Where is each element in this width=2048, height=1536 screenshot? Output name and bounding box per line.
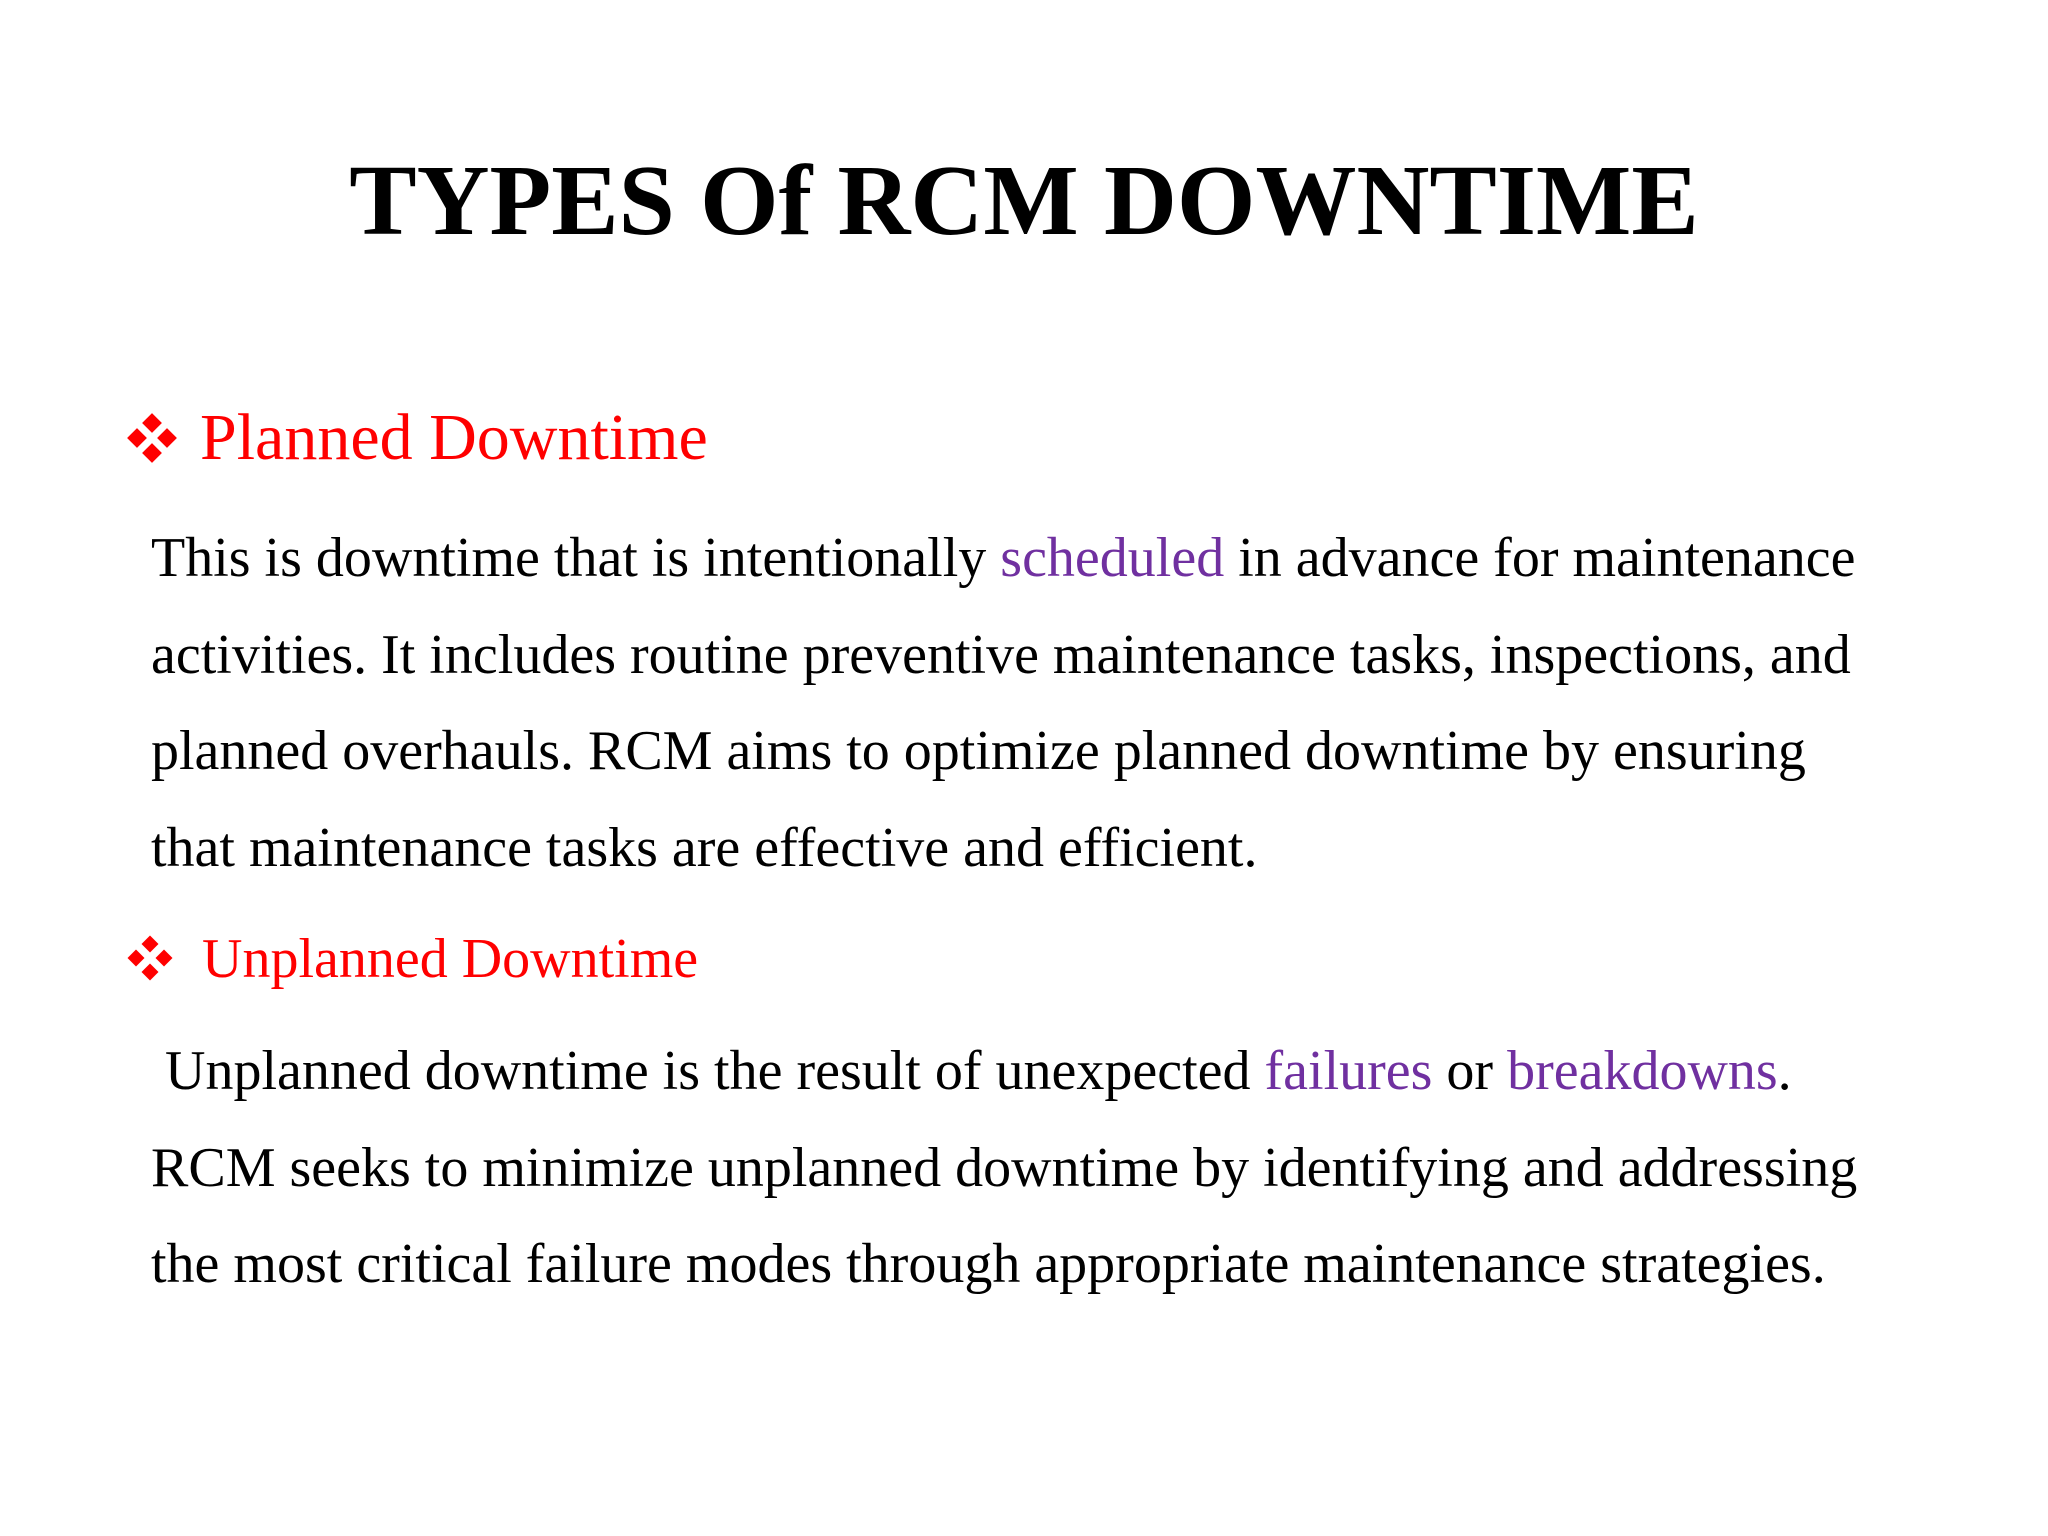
body-line: activities. It includes routine preventive maintenance tasks, inspections, and — [151, 623, 1851, 686]
body-line: the most critical failure modes through appropriate maintenance strategies. — [151, 1233, 1826, 1295]
section-heading-label: Planned Downtime — [200, 401, 708, 474]
body-line: that maintenance tasks are effective and efficient. — [151, 816, 1258, 879]
body-line — [151, 510, 1855, 607]
highlight-term: scheduled — [1000, 527, 1225, 589]
body-text: . — [1777, 1040, 1792, 1102]
body-text: This is downtime that is intentionally — [151, 527, 1001, 589]
section-body-unplanned — [151, 1023, 1857, 1313]
highlight-term: failures — [1264, 1040, 1433, 1102]
section-heading-unplanned — [128, 924, 698, 994]
highlight-term: breakdowns — [1507, 1040, 1778, 1102]
body-line: planned overhauls. RCM aims to optimize planned downtime by ensuring — [151, 720, 1806, 782]
body-line — [151, 1023, 1857, 1120]
body-text: or — [1432, 1040, 1508, 1102]
body-text: Unplanned downtime is the result of unexpected — [151, 1040, 1265, 1102]
four-diamond-bullet-icon — [128, 414, 176, 462]
four-diamond-bullet-icon — [128, 936, 172, 980]
slide-title: TYPES Of RCM DOWNTIME — [349, 144, 1699, 256]
body-line: RCM seeks to minimize unplanned downtime by identifying and addressing — [151, 1136, 1858, 1199]
section-heading-planned — [128, 398, 708, 478]
section-body-planned — [151, 510, 1855, 896]
section-heading-label: Unplanned Downtime — [202, 928, 699, 990]
body-text: in advance for maintenance — [1224, 527, 1856, 589]
